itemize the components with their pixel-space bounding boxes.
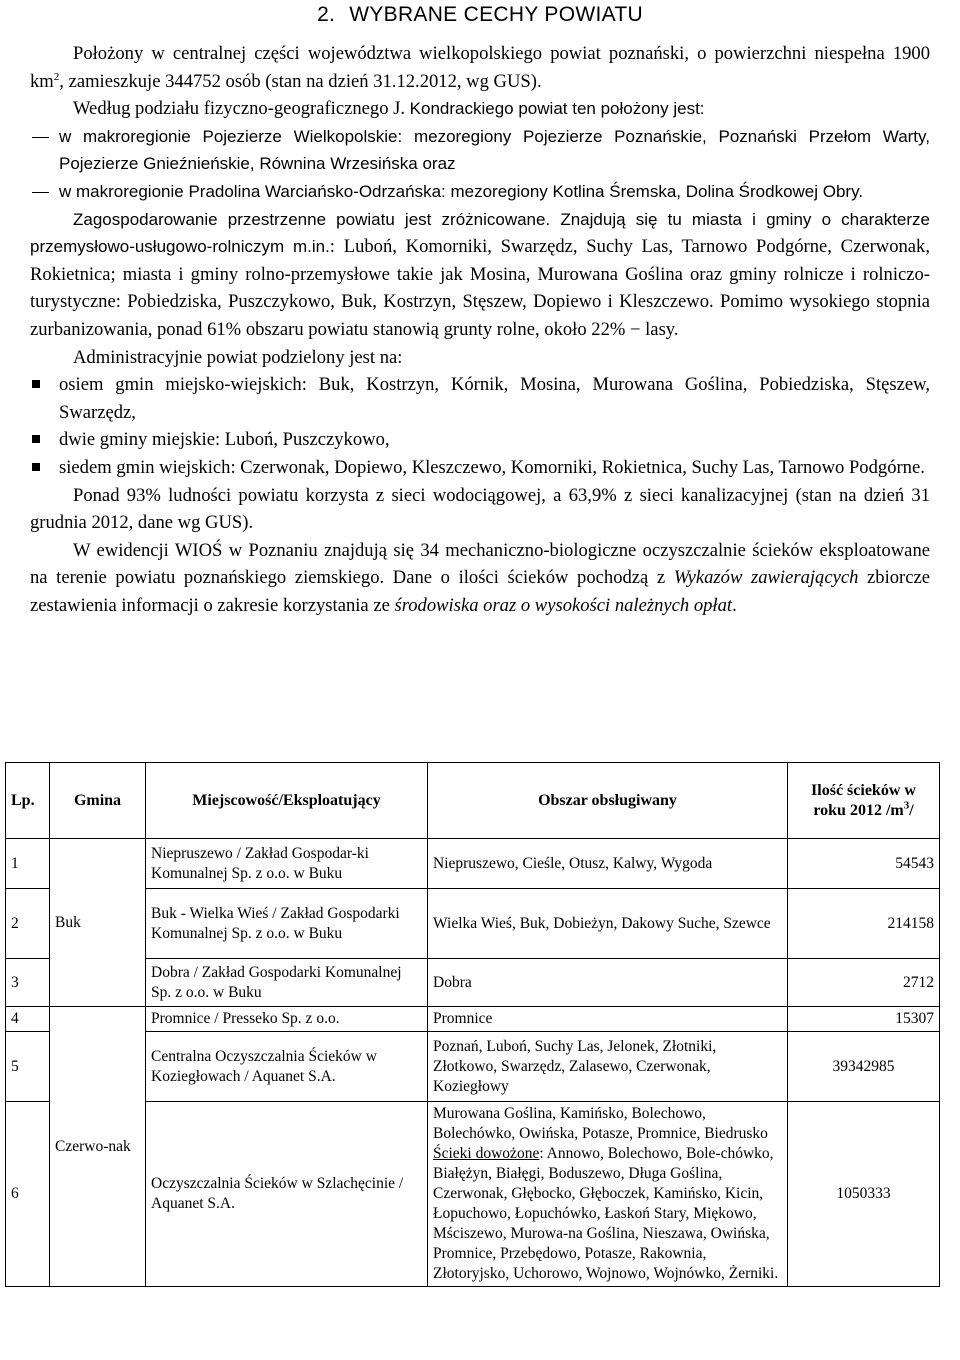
cell-ilosc: 54543 bbox=[788, 839, 940, 889]
cell-miejscowosc: Oczyszczalnia Ścieków w Szlachęcinie / Aquanet S.A. bbox=[146, 1102, 428, 1287]
cell-obszar: Murowana Goślina, Kamińsko, Bolechowo, Bolechówko, Owińska, Potasze, Promnice, Biedrusko Ścieki dowożone: Annowo, Bolechowo, Bole-chówko, Białężyn, Białęgi, Boduszewo, Długa Goślina, Czerwonak, Głębocko, Głęboczek, Kamińsko, Kicin, Łopuchowo, Łopuchówko, Łaskoń Stary, Miękowo, Mściszewo, Murowa-na Goślina, Nieszawa, Owińska, Promnice, Przebędowo, Potasze, Rakownia, Złotoryjsko, Uchorowo, Wojnowo, Wojnówko, Żerniki. bbox=[428, 1102, 788, 1287]
section-number: 2. bbox=[317, 3, 336, 26]
header-ilosc: Ilość ścieków w roku 2012 $/m^3/$ bbox=[788, 763, 940, 839]
section-heading bbox=[30, 0, 930, 40]
list-item: osiem gmin miejsko-wiejskich: Buk, Kostrzyn, Kórnik, Mosina, Murowana Goślina, Pobiedziska, Stęszew, Swarzędz, bbox=[30, 371, 930, 426]
table-row bbox=[6, 1032, 940, 1102]
cell-lp: 1 bbox=[6, 839, 50, 889]
cell-miejscowosc: Centralna Oczyszczalnia Ścieków w Koziegłowach / Aquanet S.A. bbox=[146, 1032, 428, 1102]
cell-lp: 6 bbox=[6, 1102, 50, 1287]
admin-list bbox=[30, 371, 930, 481]
cell-lp: 5 bbox=[6, 1032, 50, 1102]
paragraph-geography: Według podziału fizyczno-geograficznego J. Kondrackiego powiat ten położony jest: bbox=[73, 98, 705, 120]
table-row bbox=[6, 889, 940, 959]
cell-lp: 4 bbox=[6, 1007, 50, 1032]
list-item: siedem gmin wiejskich: Czerwonak, Dopiewo, Kleszczewo, Komorniki, Rokietnica, Suchy Las, Tarnowo Podgórne. bbox=[30, 454, 930, 482]
cell-miejscowosc: Buk - Wielka Wieś / Zakład Gospodarki Komunalnej Sp. z o.o. w Buku bbox=[146, 889, 428, 959]
cell-lp: 3 bbox=[6, 959, 50, 1007]
cell-ilosc: 39342985 bbox=[788, 1032, 940, 1102]
cell-gmina: Czerwo-nak bbox=[50, 1007, 146, 1287]
paragraph-location: Położony w centralnej części województwa wielkopolskiego powiat poznański, o powierzchni niespełna 1900 $km^2$, zamieszkuje 344752 osób (stan na dzień 31.12.2012, wg GUS). bbox=[30, 43, 930, 92]
cell-obszar: Dobra bbox=[428, 959, 788, 1007]
region-list bbox=[30, 123, 930, 206]
paragraph-wios: W ewidencji WIOŚ w Poznaniu znajdują się 34 mechaniczno-biologiczne oczyszczalnie ścieków eksploatowane na terenie powiatu poznańskiego ziemskiego. Dane o ilości ścieków pochodzą z Wykazów zawierających zbiorcze zestawienia informacji o zakresie korzystania ze środowiska oraz o wysokości należnych opłat. bbox=[30, 539, 930, 616]
paragraph-infrastructure: Ponad 93% ludności powiatu korzysta z sieci wodociągowej, a 63,9% z sieci kanalizacyjnej (stan na dzień 31 grudnia 2012, dane wg GUS). bbox=[30, 484, 930, 534]
cell-obszar: Poznań, Luboń, Suchy Las, Jelonek, Złotniki, Złotkowo, Swarzędz, Zalasewo, Czerwonak, Koziegłowy bbox=[428, 1032, 788, 1102]
list-item: dwie gminy miejskie: Luboń, Puszczykowo, bbox=[30, 426, 930, 454]
wastewater-table bbox=[5, 762, 940, 1287]
cell-obszar: Promnice bbox=[428, 1007, 788, 1032]
cell-gmina: Buk bbox=[50, 839, 146, 1007]
paragraph-admin: Administracyjnie powiat podzielony jest na: bbox=[73, 346, 403, 368]
cell-ilosc: 2712 bbox=[788, 959, 940, 1007]
list-item: w makroregionie Pojezierze Wielkopolskie: mezoregiony Pojezierze Poznańskie, Poznański Przełom Warty, Pojezierze Gnieźnieńskie, Równina Wrzesińska oraz bbox=[30, 123, 930, 178]
table-row bbox=[6, 1102, 940, 1287]
header-obszar: Obszar obsługiwany bbox=[428, 763, 788, 839]
table-row bbox=[6, 839, 940, 889]
cell-miejscowosc: Dobra / Zakład Gospodarki Komunalnej Sp. z o.o. w Buku bbox=[146, 959, 428, 1007]
cell-ilosc: 15307 bbox=[788, 1007, 940, 1032]
table-row bbox=[6, 1007, 940, 1032]
list-item: w makroregionie Pradolina Warciańsko-Odrzańska: mezoregiony Kotlina Śremska, Dolina Środkowej Obry. bbox=[30, 178, 930, 206]
table-header-row bbox=[6, 763, 940, 839]
cell-ilosc: 1050333 bbox=[788, 1102, 940, 1287]
document-page bbox=[30, 0, 930, 619]
paragraph-land-use: Zagospodarowanie przestrzenne powiatu jest zróżnicowane. Znajdują się tu miasta i gminy o charakterze przemysłowo-usługowo-rolniczym m.in.: Luboń, Komorniki, Swarzędz, Suchy Las, Tarnowo Podgórne, Czerwonak, Rokietnica; miasta i gminy rolno-przemysłowe takie jak Mosina, Murowana Goślina oraz gminy rolnicze i rolniczo-turystyczne: Pobiedziska, Puszczykowo, Buk, Kostrzyn, Stęszew, Dopiewo i Kleszczewo. Pomimo wysokiego stopnia zurbanizowania, ponad 61% obszaru powiatu stanowią grunty rolne, około 22% − lasy. bbox=[30, 209, 930, 340]
cell-lp: 2 bbox=[6, 889, 50, 959]
cell-obszar: Wielka Wieś, Buk, Dobieżyn, Dakowy Suche, Szewce bbox=[428, 889, 788, 959]
header-lp: Lp. bbox=[6, 763, 50, 839]
header-gmina: Gmina bbox=[50, 763, 146, 839]
cell-miejscowosc: Promnice / Presseko Sp. z o.o. bbox=[146, 1007, 428, 1032]
cell-obszar: Niepruszewo, Cieśle, Otusz, Kalwy, Wygoda bbox=[428, 839, 788, 889]
table-row bbox=[6, 959, 940, 1007]
header-miejscowosc: Miejscowość/Eksploatujący bbox=[146, 763, 428, 839]
section-title: WYBRANE CECHY POWIATU bbox=[349, 3, 643, 26]
cell-ilosc: 214158 bbox=[788, 889, 940, 959]
cell-miejscowosc: Niepruszewo / Zakład Gospodar-ki Komunalnej Sp. z o.o. w Buku bbox=[146, 839, 428, 889]
